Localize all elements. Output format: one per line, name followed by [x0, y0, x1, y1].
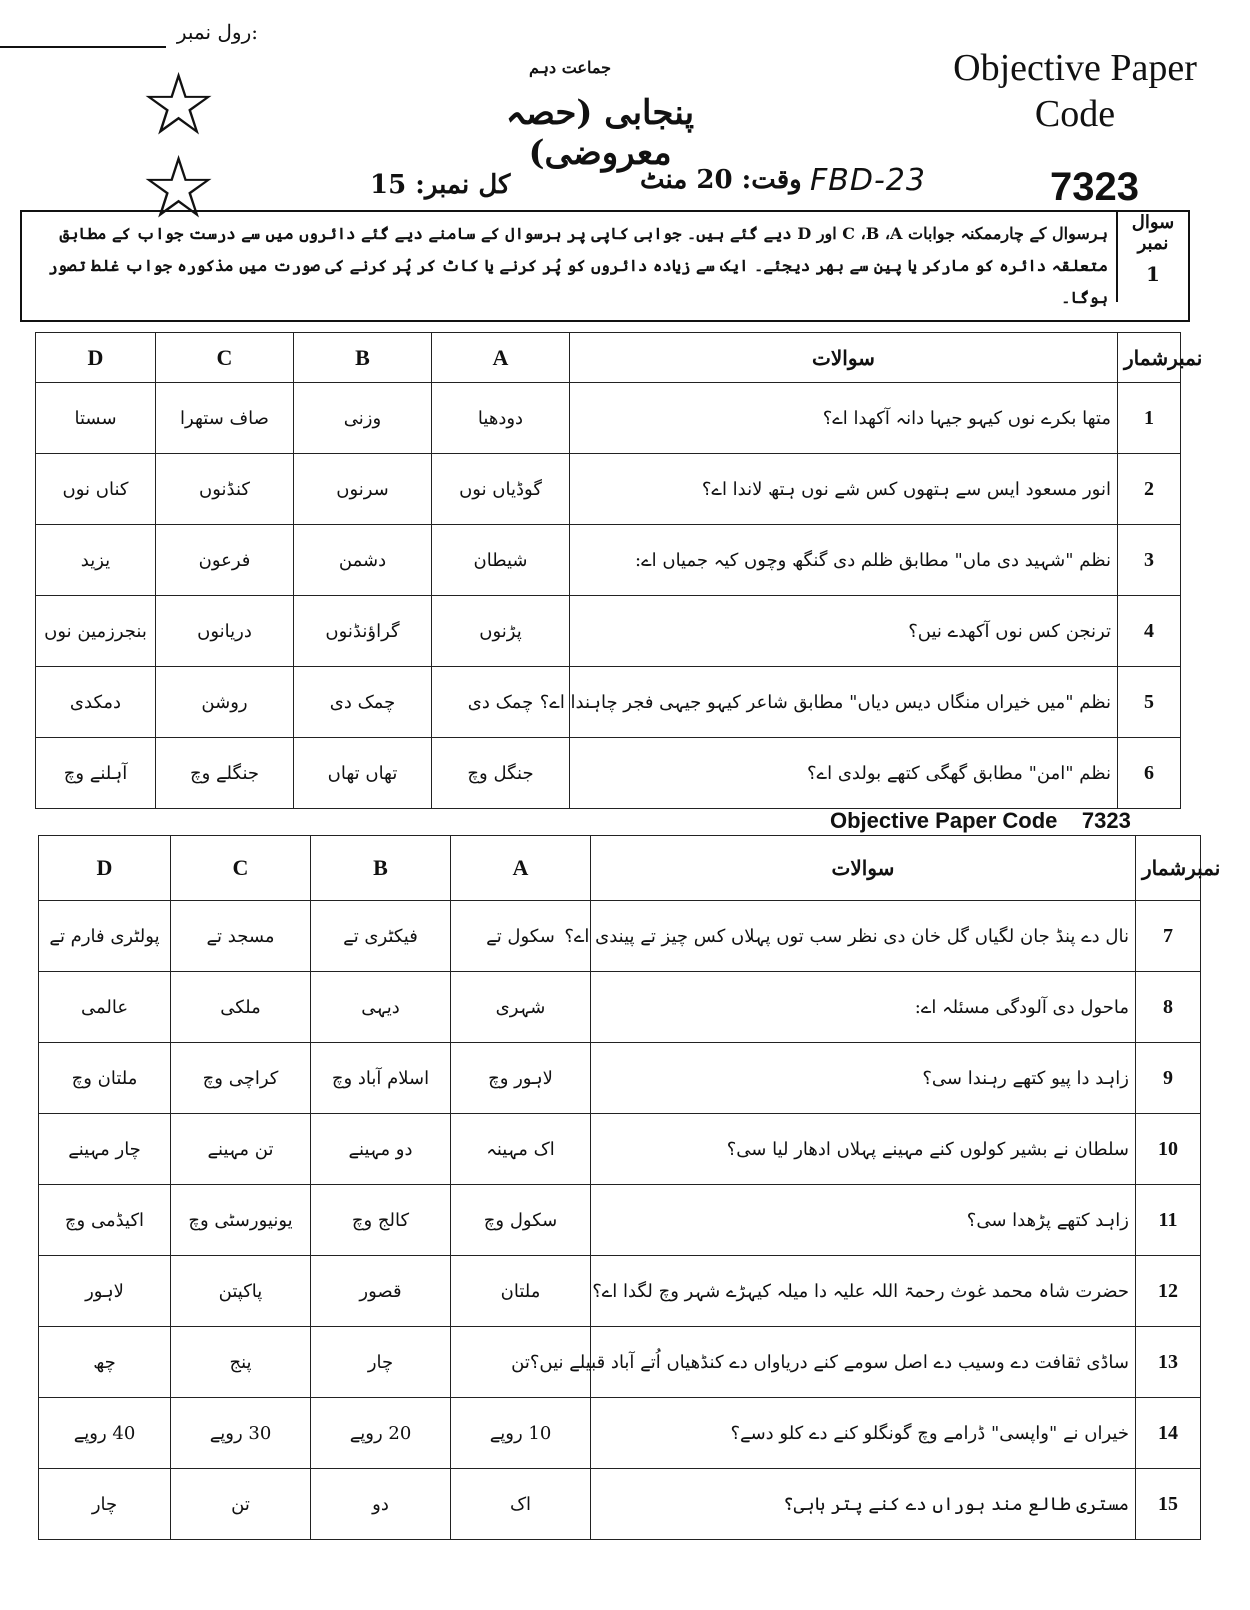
option-a: لاہور وچ	[451, 1043, 591, 1114]
star-icon: ☆	[140, 55, 218, 155]
question-text: انور مسعود ایس سے ہتھوں کس شے نوں ہتھ لاندا اے؟	[570, 454, 1118, 525]
table-row	[39, 1327, 1201, 1398]
question-number: 15	[1136, 1469, 1201, 1540]
question-number: 1	[1146, 262, 1160, 286]
subject-title: پنجابی (حصہ معروضی)	[505, 93, 695, 173]
table-row	[36, 667, 1181, 738]
code-line: Code	[1034, 93, 1116, 135]
total-marks: کل نمبر: 15	[370, 170, 511, 200]
table-row	[39, 1256, 1201, 1327]
option-d: ملتان وچ	[39, 1043, 171, 1114]
paper-code: 7323	[1050, 165, 1139, 209]
option-c: پاکپتن	[171, 1256, 311, 1327]
option-d: دمکدی	[36, 667, 156, 738]
option-a: شیطان	[432, 525, 570, 596]
option-d: اکیڈمی وچ	[39, 1185, 171, 1256]
objective-paper-code-repeat: Objective Paper Code 7323	[830, 808, 1131, 833]
option-a: اک	[451, 1469, 591, 1540]
option-c: دریانوں	[156, 596, 294, 667]
question-number: 10	[1136, 1114, 1201, 1185]
question-number-cell	[1116, 212, 1188, 302]
table-header-row	[36, 333, 1181, 383]
option-d: عالمی	[39, 972, 171, 1043]
questions-table-1	[35, 332, 1203, 809]
option-c: فرعون	[156, 525, 294, 596]
question-text: نظم "امن" مطابق گھگی کتھے بولدی اے؟	[570, 738, 1118, 809]
table-row	[39, 901, 1201, 972]
option-c: روشن	[156, 667, 294, 738]
option-a: جنگل وچ	[432, 738, 570, 809]
question-text: مستری طالع مند ہوراں دے کنے پتر ہاہی؟	[591, 1469, 1136, 1540]
table-header-row	[39, 836, 1201, 901]
option-d: آہلنے وچ	[36, 738, 156, 809]
column-header-serial: نمبرشمار	[1136, 836, 1201, 901]
question-number-label: سوال نمبر	[1131, 212, 1175, 254]
question-number: 8	[1136, 972, 1201, 1043]
option-c: تن مہینے	[171, 1114, 311, 1185]
question-number: 7	[1136, 901, 1201, 972]
option-d: یزید	[36, 525, 156, 596]
option-c: کراچی وچ	[171, 1043, 311, 1114]
option-d: چار	[39, 1469, 171, 1540]
option-c: کنڈنوں	[156, 454, 294, 525]
option-b: اسلام آباد وچ	[311, 1043, 451, 1114]
option-a: سکول تے	[451, 901, 591, 972]
option-b: وزنی	[294, 383, 432, 454]
option-d: پولٹری فارم تے	[39, 901, 171, 972]
column-header-serial: نمبرشمار	[1118, 333, 1181, 383]
question-number: 5	[1118, 667, 1181, 738]
question-text: ترنجن کس نوں آکھدے نیں؟	[570, 596, 1118, 667]
table-row	[36, 525, 1181, 596]
option-c: ملکی	[171, 972, 311, 1043]
column-header-b: B	[294, 333, 432, 383]
question-text: ماحول دی آلودگی مسئلہ اے:	[591, 972, 1136, 1043]
question-number: 11	[1136, 1185, 1201, 1256]
option-c: مسجد تے	[171, 901, 311, 972]
option-d: 40 روپے	[39, 1398, 171, 1469]
option-b: سرنوں	[294, 454, 432, 525]
option-c: جنگلے وچ	[156, 738, 294, 809]
option-b: دو	[311, 1469, 451, 1540]
column-header-d: D	[36, 333, 156, 383]
question-text: متھا بکرے نوں کیہو جیہا دانہ آکھدا اے؟	[570, 383, 1118, 454]
question-text: ساڈی ثقافت دے وسیب دے اصل سومے کنے دریاواں دے کنڈھیاں اُتے آباد قبیلے نیں؟	[591, 1327, 1136, 1398]
option-a: 10 روپے	[451, 1398, 591, 1469]
question-number: 13	[1136, 1327, 1201, 1398]
question-text: حضرت شاہ محمد غوث رحمۃ اللہ علیہ دا میلہ کیہڑے شہر وچ لگدا اے؟	[591, 1256, 1136, 1327]
option-b: چار	[311, 1327, 451, 1398]
option-b: گراؤنڈنوں	[294, 596, 432, 667]
question-text: خیراں نے "واپسی" ڈرامے وچ گونگلو کنے دے کلو دسے؟	[591, 1398, 1136, 1469]
instructions-box	[20, 210, 1190, 322]
option-b: دشمن	[294, 525, 432, 596]
option-b: تھاں تھاں	[294, 738, 432, 809]
table-row	[39, 1114, 1201, 1185]
option-b: دیہی	[311, 972, 451, 1043]
option-c: یونیورسٹی وچ	[171, 1185, 311, 1256]
question-number: 14	[1136, 1398, 1201, 1469]
option-d: لاہور	[39, 1256, 171, 1327]
table-row	[39, 1469, 1201, 1540]
option-c: تن	[171, 1469, 311, 1540]
question-text: نظم "میں خیراں منگاں دیس دیاں" مطابق شاعر کیہو جیہی فجر چاہندا اے؟	[570, 667, 1118, 738]
option-d: سستا	[36, 383, 156, 454]
table-row	[36, 738, 1181, 809]
option-d: چھ	[39, 1327, 171, 1398]
column-header-c: C	[156, 333, 294, 383]
column-header-questions: سوالات	[591, 836, 1136, 901]
question-number: 6	[1118, 738, 1181, 809]
question-text: سلطان نے بشیر کولوں کنے مہینے پہلاں ادھار لیا سی؟	[591, 1114, 1136, 1185]
option-b: چمک دی	[294, 667, 432, 738]
table-row	[39, 972, 1201, 1043]
option-a: تن	[451, 1327, 591, 1398]
question-number: 12	[1136, 1256, 1201, 1327]
table-row	[39, 1398, 1201, 1469]
option-a: اک مہینہ	[451, 1114, 591, 1185]
table-row	[36, 383, 1181, 454]
question-text: زاہد دا پیو کتھے رہندا سی؟	[591, 1043, 1136, 1114]
star-icon: ☆	[140, 138, 218, 238]
questions-table-2	[38, 835, 1221, 1540]
option-d: چار مہینے	[39, 1114, 171, 1185]
instructions-text: ہرسوال کے چارممکنہ جوابات C ،B ،A اور D دیے گئے ہیں۔ جوابی کاپی پر ہرسوال کے سامنے دیے گئے دائروں میں سے درست جواب کے مطابق متعلقہ دائرہ کو مارکر یا پین سے بھر دیجئے۔ ایک سے زیادہ دائروں کو پُر کرنے یا کاٹ کر پُر کرنے کی صورت میں مذکورہ جواب غلط تصور ہوگا۔	[48, 224, 1108, 307]
option-a: پڑنوں	[432, 596, 570, 667]
column-header-a: A	[432, 333, 570, 383]
table-row	[36, 596, 1181, 667]
question-text: نال دے پنڈ جان لگیاں گل خان دی نظر سب توں پہلاں کس چیز تے پیندی اے؟	[591, 901, 1136, 972]
option-b: فیکٹری تے	[311, 901, 451, 972]
option-c: 30 روپے	[171, 1398, 311, 1469]
class-label: جماعت دہم	[529, 58, 611, 77]
column-header-questions: سوالات	[570, 333, 1118, 383]
column-header-b: B	[311, 836, 451, 901]
time-allowed: وقت: 20 منٹ	[640, 165, 802, 195]
question-number: 3	[1118, 525, 1181, 596]
option-d: کناں نوں	[36, 454, 156, 525]
option-a: سکول وچ	[451, 1185, 591, 1256]
option-a: ملتان	[451, 1256, 591, 1327]
roll-number-blank-line	[0, 46, 166, 48]
option-a: گوڈیاں نوں	[432, 454, 570, 525]
question-number: 4	[1118, 596, 1181, 667]
question-number: 1	[1118, 383, 1181, 454]
option-b: 20 روپے	[311, 1398, 451, 1469]
option-b: کالج وچ	[311, 1185, 451, 1256]
table-row	[39, 1185, 1201, 1256]
objective-paper-code-heading	[930, 45, 1220, 137]
handwritten-board-code: FBD-23	[810, 163, 926, 198]
objective-paper-line: Objective Paper	[953, 47, 1197, 89]
question-number: 9	[1136, 1043, 1201, 1114]
option-b: دو مہینے	[311, 1114, 451, 1185]
column-header-c: C	[171, 836, 311, 901]
question-number: 2	[1118, 454, 1181, 525]
option-c: پنج	[171, 1327, 311, 1398]
table-row	[39, 1043, 1201, 1114]
roll-number-field	[0, 20, 258, 60]
option-c: صاف ستھرا	[156, 383, 294, 454]
column-header-a: A	[451, 836, 591, 901]
option-a: دودھیا	[432, 383, 570, 454]
option-b: قصور	[311, 1256, 451, 1327]
column-header-d: D	[39, 836, 171, 901]
question-text: زاہد کتھے پڑھدا سی؟	[591, 1185, 1136, 1256]
question-text: نظم "شہید دی ماں" مطابق ظلم دی گنگھ وچوں کیہ جمیاں اے:	[570, 525, 1118, 596]
option-a: چمک دی	[432, 667, 570, 738]
roll-number-label: رول نمبر:	[176, 20, 258, 44]
table-row	[36, 454, 1181, 525]
option-a: شہری	[451, 972, 591, 1043]
option-d: بنجرزمین نوں	[36, 596, 156, 667]
